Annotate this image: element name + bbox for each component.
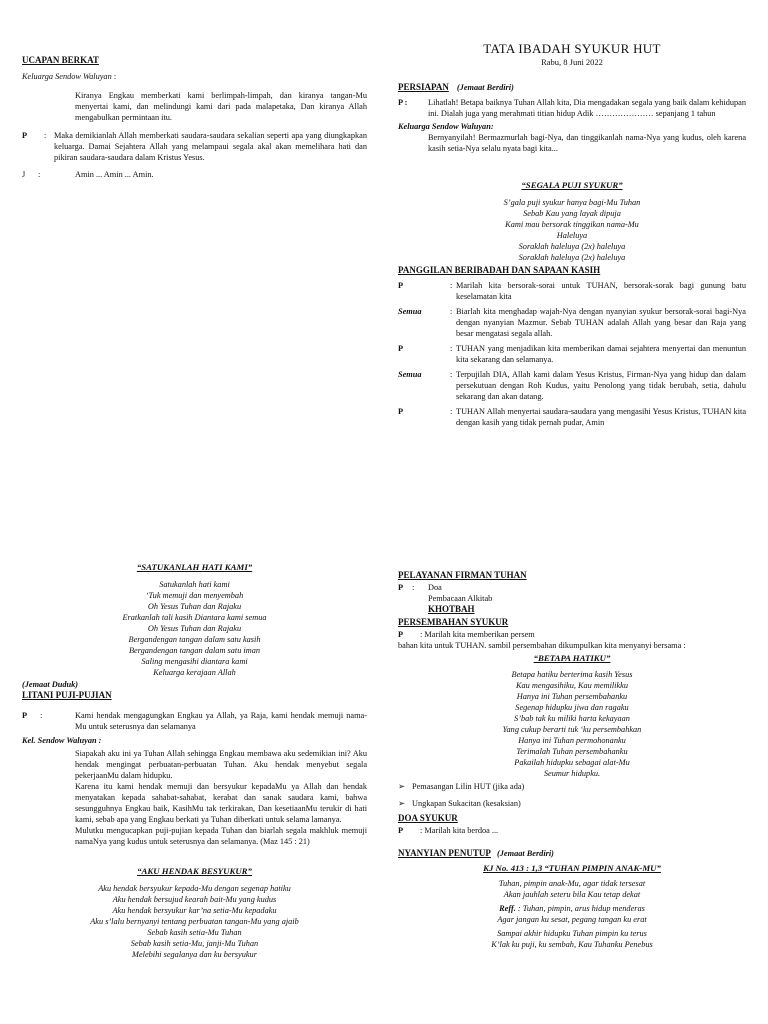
song-satukanlah-hati-kami [22,562,367,678]
doa-p-label: P [398,825,404,835]
persiapan-speaker: Keluarga Sendow Waluyan: [398,122,494,132]
firman-doa-row [398,582,746,593]
arrow-bullet-icon: ➢ [398,782,405,791]
title-block [398,40,746,69]
ucapan-speaker: Keluarga Sendow Waluyan [22,71,112,81]
reff-text: : Tuhan, pimpin, arus hidup menderas [515,903,645,913]
doa-syukur-section [398,813,746,836]
doa-p-line [398,825,746,836]
row-colon: : [450,344,453,354]
ucapan-j-row [22,169,367,180]
penutup-section [398,848,746,950]
ucapan-paragraph-2: Maka demikianlah Allah memberkati saudara-saudara sekalian seperti apa yang diungkapkan keluarga. Damai Sejahtera Allah yang melampaui segala akal akan memelihara hati dan pikiran saudara-saudara dalam Kristus Yesus. [54,131,367,163]
service-date: Rabu, 8 Juni 2022 [541,57,603,68]
lyric-line: Haleluya [556,230,588,240]
ucapan-p-colon: : [44,131,47,141]
penutup-lyrics [398,878,746,950]
doa-p-text: : Marilah kita berdoa ... [420,825,499,835]
row-label: P [398,344,404,354]
lyric-line: Aku hendak bersujud kearah bait-Mu yang kudus [112,894,277,904]
lyric-line: Pakailah hidupku sebagai alat-Mu [514,757,630,767]
ucapan-berkat-heading: UCAPAN BERKAT [22,55,99,65]
bullet-item [398,798,746,809]
litani-p-row [22,710,367,732]
lyric-line: Soraklah haleluya (2x) haleluya [518,241,626,251]
litani-paragraph: Siapakah aku ini ya Tuhan Allah sehingga Engkau membawa aku sedemikian ini? Aku hendak mengingat perbuatan-perbuatan Tuhan. Aku hendak menyebut segala pekerjaanMu dalam hidupku. [75,749,367,781]
persiapan-note: (Jemaat Berdiri) [456,83,514,92]
firman-p-label: P [398,582,404,592]
lyric-line: ‘Tuk memuji dan menyembah [145,590,244,600]
persembahan-heading: PERSEMBAHAN SYUKUR [398,617,509,627]
ucapan-j-colon: : [38,170,41,180]
row-label: P [398,407,404,417]
lyric-line: Segenap hidupku jiwa dan ragaku [515,702,629,712]
firman-doa: Doa [428,582,442,592]
lyric-line: Sebab Kau yang layak dipuja [523,208,621,218]
ucapan-speaker-colon: : [113,71,117,81]
row-text: Terpujilah DIA, Allah kami dalam Yesus Kristus, Firman-Nya yang hidup dan dalam persekutuan dengan Roh Kudus, yaitu Penolong yang tidak berubah, setia, dahulu sekarang dan akan datang. [456,370,746,402]
song-aku-hendak-besyukur [22,866,367,960]
lyric-line: Oh Yesus Tuhan dan Rajaku [147,623,242,633]
song-lyrics [22,883,367,960]
reff-line [398,903,746,914]
firman-heading: PELAYANAN FIRMAN TUHAN [398,570,527,580]
song-lyrics [398,197,746,263]
reff-label: Reff. [499,903,516,913]
lyric-line: Hanya ini Tuhan persembahanku [516,691,628,701]
song-title: “SEGALA PUJI SYUKUR” [521,180,623,190]
litani-paragraph: Mulutku mengucapkan puji-pujian kepada Tuhan dan biarlah segala makhluk memuji namaNya yang kudus untuk seterusnya dan selamanya. (Maz 145 : 21) [75,826,367,847]
lyric-line: Eratkanlah tali kasih Diantara kami semua [122,612,267,622]
litani-p-colon: : [40,711,43,720]
row-text: Biarlah kita menghadap wajah-Nya dengan nyanyian syukur bersorak-sorai bagi-Nya dengan nyanyian Mazmur. Sebab TUHAN adalah Allah yang besar dan Raja yang besar mengatasi segala allah. [456,307,746,339]
row-colon: : [450,307,453,317]
litani-section [22,679,367,847]
panggilan-row [398,369,746,402]
panggilan-heading: PANGGILAN BERIBADAH DAN SAPAAN KASIH [398,265,601,275]
lyric-line: Soraklah haleluya (2x) haleluya [518,252,626,262]
persiapan-speaker-text: Bernyanyilah! Bermazmurlah bagi-Nya, dan tinggikanlah nama-Nya yang kudus, oleh karena kasih setia-Nya selalu nyata bagi kita... [428,133,746,154]
persembahan-section [398,617,746,651]
row-label: P [398,280,404,290]
lyric-line: Oh Yesus Tuhan dan Rajaku [147,601,242,611]
song-betapa-hatiku [398,653,746,779]
row-colon: : [450,370,453,380]
ucapan-p-row [22,130,367,163]
litani-note: (Jemaat Duduk) [22,680,79,689]
firman-p-colon: : [412,582,415,592]
ucapan-p-label: P [22,131,28,141]
bullet-list [398,781,746,809]
lyric-line: Sebab kasih setia-Mu Tuhan [147,927,242,937]
persiapan-p-text: Lihatlah! Betapa baiknya Tuhan Allah kita, Dia mengadakan segala yang baik dalam kehidupan ini. Dialah juga yang merahmati titian hidup Adik ………………… sepanjang 1 tahun [428,97,746,118]
bullet-item [398,781,746,792]
song-title: “BETAPA HATIKU” [533,653,611,663]
row-text: Marilah kita bersorak-sorai untuk TUHAN, bersorak-sorak bagi gunung batu keselamatan kita [456,280,746,301]
row-colon: : [450,407,453,417]
lyric-line: Aku s’lalu bernyanyi tentang perbuatan tangan-Mu yang ajaib [90,916,299,926]
acara-bullets [398,781,746,809]
lyric-line: Melebihi segalanya dan ku bersyukur [132,949,257,959]
panggilan-row [398,280,746,302]
lyric-line: Betapa hatiku berterima kasih Yesus [511,669,633,679]
penutup-heading: NYANYIAN PENUTUP [398,848,491,858]
lyric-line: Seumur hidupku. [543,768,601,778]
ucapan-berkat-section [22,55,367,180]
litani-heading: LITANI PUJI-PUJIAN [22,690,112,701]
lyric-line: Hanya ini Tuhan permohonanku [518,735,626,745]
panggilan-row [398,306,746,339]
persembahan-p-line [398,629,746,640]
ucapan-speaker-line [22,71,367,82]
lyric-line: Kau mengasihiku, Kau memilikku [516,680,628,690]
row-label: Semua [398,307,422,317]
firman-pembacaan: Pembacaan Alkitab [428,594,493,603]
row-colon: : [450,280,453,290]
song-title: “AKU HENDAK BESYUKUR” [137,866,252,876]
lyric-line: Bergandengan tangan dalam satu iman [128,645,261,655]
lyric-line: Bergandengan tangan dalam satu kasih [128,634,261,644]
page-title: TATA IBADAH SYUKUR HUT [483,41,661,56]
panggilan-row [398,406,746,428]
lyric-line: S’gala puji syukur hanya bagi-Mu Tuhan [503,197,641,207]
penutup-note: (Jemaat Berdiri) [497,849,554,858]
lyric-line: Sampai akhir hidupku Tuhan pimpin ku terus [497,928,647,938]
ucapan-paragraph-1: Kiranya Engkau memberkati kami berlimpah-limpah, dan kiranya tangan-Mu menyertai kami, dan melindungi kami dari pada malapetaka, Dan kiranya Allah mengabulkan permintaan itu. [75,91,367,123]
litani-speaker-text [75,748,367,847]
lyric-line: S’bab tak ku miliki harta kekayaan [514,713,630,723]
lyric-line: Aku hendak bersyukur kepada-Mu dengan segenap hatiku [98,883,291,893]
persembahan-p-label: P [398,629,404,639]
bullet-text: Ungkapan Sukacitan (kesaksian) [412,799,521,809]
persiapan-section [398,82,746,154]
lyric-line: Kami mau bersorak tinggikan nama-Mu [505,219,639,229]
ucapan-j-label: J [22,170,26,180]
song-segala-puji-syukur [398,180,746,263]
persembahan-p-text: : Marilah kita memberikan persem [420,629,535,639]
penutup-heading-line [398,848,746,860]
lyric-line: Satukanlah hati kami [159,579,230,589]
persiapan-p-label: P : [398,97,408,107]
row-text: TUHAN Allah menyertai saudara-saudara yang mengasihi Yesus Kristus, TUHAN kita dengan kasih yang tidak pernah pudar, Amin [456,407,746,428]
row-text: TUHAN yang menjadikan kita memberikan damai sejahtera menyertai dan menuntun kita sekarang dan selamanya. [456,344,746,365]
persiapan-heading: PERSIAPAN [398,82,449,92]
panggilan-row [398,343,746,365]
lyric-line: Saling mengasihi diantara kami [141,656,248,666]
row-label: Semua [398,370,422,380]
lyric-line: Agar jangan ku sesat, pegang tangan ku erat [497,914,647,924]
bullet-text: Pemasangan Lilin HUT (jika ada) [412,782,525,791]
lyric-line: Sebab kasih setia-Mu, janji-Mu Tuhan [130,938,259,948]
lyric-line: K’lak ku puji, ku sembah, Kau Tuhanku Penebus [491,939,653,949]
lyric-line: Terimalah Tuhan persembahanku [516,746,628,756]
litani-paragraph: Karena itu kami hendak memuji dan bersyukur kepadaMu ya Allah dan hendak menyatakan kepada sahabat-sahabat, kerabat dan sanak saudara kami, bahwa sesungguhnya Engkau baik, KasihMu tak terkirakan, Dan kesetiaanMu terukir di hati kami, sebab apa yang Engkau berkati ya Tuhan diberkati untuk selama lamanya. [75,782,367,825]
song-title: “SATUKANLAH HATI KAMI” [136,562,253,572]
litani-speaker: Kel. Sendow Waluyan : [22,736,102,746]
lyric-line: Tuhan, pimpin anak-Mu, agar tidak tersesat [498,878,646,888]
firman-section [398,570,746,616]
lyric-line: Akan jauhlah seteru bila Kau tetap dekat [503,889,641,899]
ucapan-amin: Amin ... Amin ... Amin. [75,170,154,180]
penutup-kj-title: KJ No. 413 : 1,3 “TUHAN PIMPIN ANAK-MU” [483,862,661,873]
song-lyrics [398,669,746,779]
litani-p-text: Kami hendak mengagungkan Engkau ya Allah, ya Raja, kami hendak memuji nama-Mu untuk seterusnya dan selamanya [75,711,367,732]
arrow-bullet-icon: ➢ [398,799,405,809]
panggilan-section [398,265,746,428]
persiapan-p-row [398,97,746,119]
lyric-line: Yang cukup berarti tuk ‘ku persembahkan [502,724,642,734]
firman-khotbah: KHOTBAH [428,604,475,615]
persembahan-continuation: bahan kita untuk TUHAN. sambil persembahan dikumpulkan kita menyanyi bersama : [398,641,686,650]
doa-heading: DOA SYUKUR [398,813,458,823]
lyric-line: Keluarga kerajaan Allah [153,667,236,677]
persiapan-heading-line [398,82,746,94]
song-lyrics [22,579,367,678]
litani-p-label: P [22,711,28,720]
lyric-line: Aku hendak bersyukur kar’na setia-Mu kepadaku [112,905,277,915]
